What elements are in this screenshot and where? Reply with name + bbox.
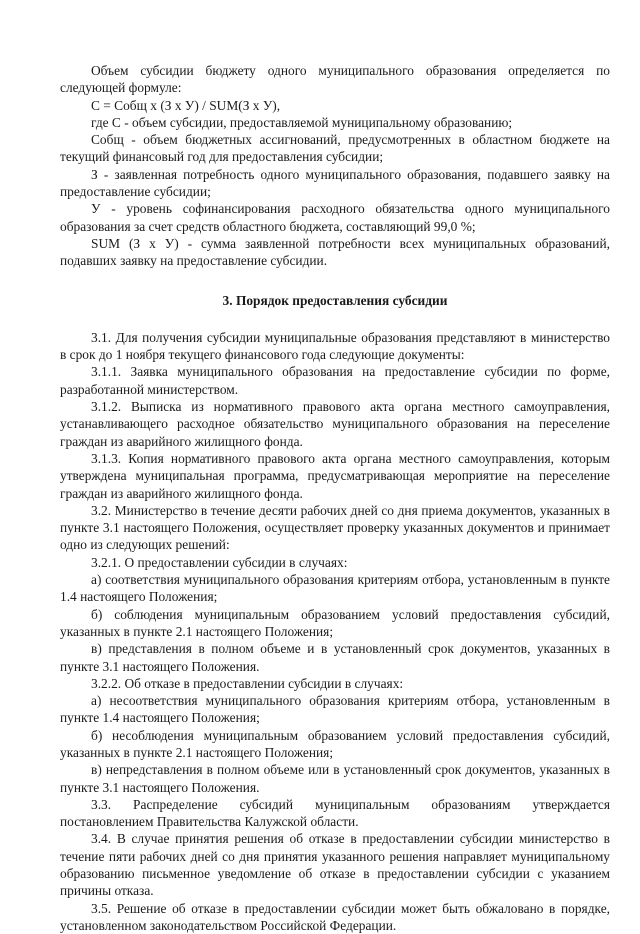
paragraph-3-2: 3.2. Министерство в течение десяти рабочих дней со дня приема документов, указанных в пункте 3.1 настоящего Положения, осуществляет проверку указанных документов и принимает одно из следующих решений: [60,502,610,553]
paragraph-3-2-1-b: б) соблюдения муниципальным образованием условий предоставления субсидий, указанных в пункте 2.1 настоящего Положения; [60,606,610,639]
paragraph-3-2-1-a: а) соответствия муниципального образования критериям отбора, установленным в пункте 1.4 настоящего Положения; [60,572,610,605]
paragraph-3-2-2-a: а) несоответствия муниципального образования критериям отбора, установленным в пункте 1.4 настоящего Положения; [60,693,610,726]
paragraph-3-2-2-b: б) несоблюдения муниципальным образованием условий предоставления субсидий, указанных в пункте 2.1 настоящего Положения; [60,727,610,760]
paragraph-formula-intro: Объем субсидии бюджету одного муниципального образования определяется по следующей формуле: [60,63,610,96]
paragraph-3-1-2: 3.1.2. Выписка из нормативного правового акта органа местного самоуправления, устанавливающего расходное обязательство муниципального образования на переселение граждан из аварийного жилищного фонда. [60,399,610,449]
paragraph-3-1-3: 3.1.3. Копия нормативного правового акта органа местного самоуправления, которым утверждена муниципальная программа, предусматривающая мероприятие на переселение граждан из аварийного жилищного фонда. [60,450,610,501]
paragraph-def-sum: SUM (З х У) - сумма заявленной потребности всех муниципальных образований, подавших заявку на предоставление субсидии. [60,235,610,269]
paragraph-3-3: 3.3. Распределение субсидий муниципальным образованиям утверждается постановлением Правительства Калужской области. [60,796,610,830]
paragraph-3-4: 3.4. В случае принятия решения об отказе в предоставлении субсидии министерство в течение пяти рабочих дней со дня принятия указанного решения направляет муниципальному образованию письменное уведомление об отказе в предоставлении субсидии с указанием причины отказа. [60,831,610,899]
paragraph-3-2-2: 3.2.2. Об отказе в предоставлении субсидии в случаях: [91,675,404,691]
paragraph-3-2-1: 3.2.1. О предоставлении субсидии в случаях: [91,554,348,570]
paragraph-def-c: где С - объем субсидии, предоставляемой муниципальному образованию; [91,114,513,130]
paragraph-3-1: 3.1. Для получения субсидии муниципальные образования представляют в министерство в срок до 1 ноября текущего финансового года следующие документы: [60,329,610,363]
paragraph-3-2-1-v: в) представления в полном объеме и в установленный срок документов, указанных в пункте 3.1 настоящего Положения. [60,641,610,674]
paragraph-def-sobshch: Собщ - объем бюджетных ассигнований, предусмотренных в областном бюджете на текущий финансовый год для предоставления субсидии; [60,132,610,165]
paragraph-3-1-1: 3.1.1. Заявка муниципального образования на предоставление субсидии по форме, разработанной министерством. [60,364,610,397]
paragraph-3-5: 3.5. Решение об отказе в предоставлении субсидии может быть обжаловано в порядке, установленном законодательством Российской Федерации. [60,900,610,933]
section-heading: 3. Порядок предоставления субсидии [222,292,448,308]
document-page [60,62,610,934]
paragraph-3-2-2-v: в) непредставления в полном объеме или в установленный срок документов, указанных в пункте 3.1 настоящего Положения. [60,762,610,795]
paragraph-def-z: З - заявленная потребность одного муниципального образования, подавшего заявку на предоставление субсидии; [60,166,610,200]
paragraph-def-u: У - уровень софинансирования расходного обязательства одного муниципального образования за счет средств областного бюджета, составляющий 99,0 %; [60,201,610,234]
formula: С = Собщ х (З х У) / SUM(З х У), [91,97,281,113]
